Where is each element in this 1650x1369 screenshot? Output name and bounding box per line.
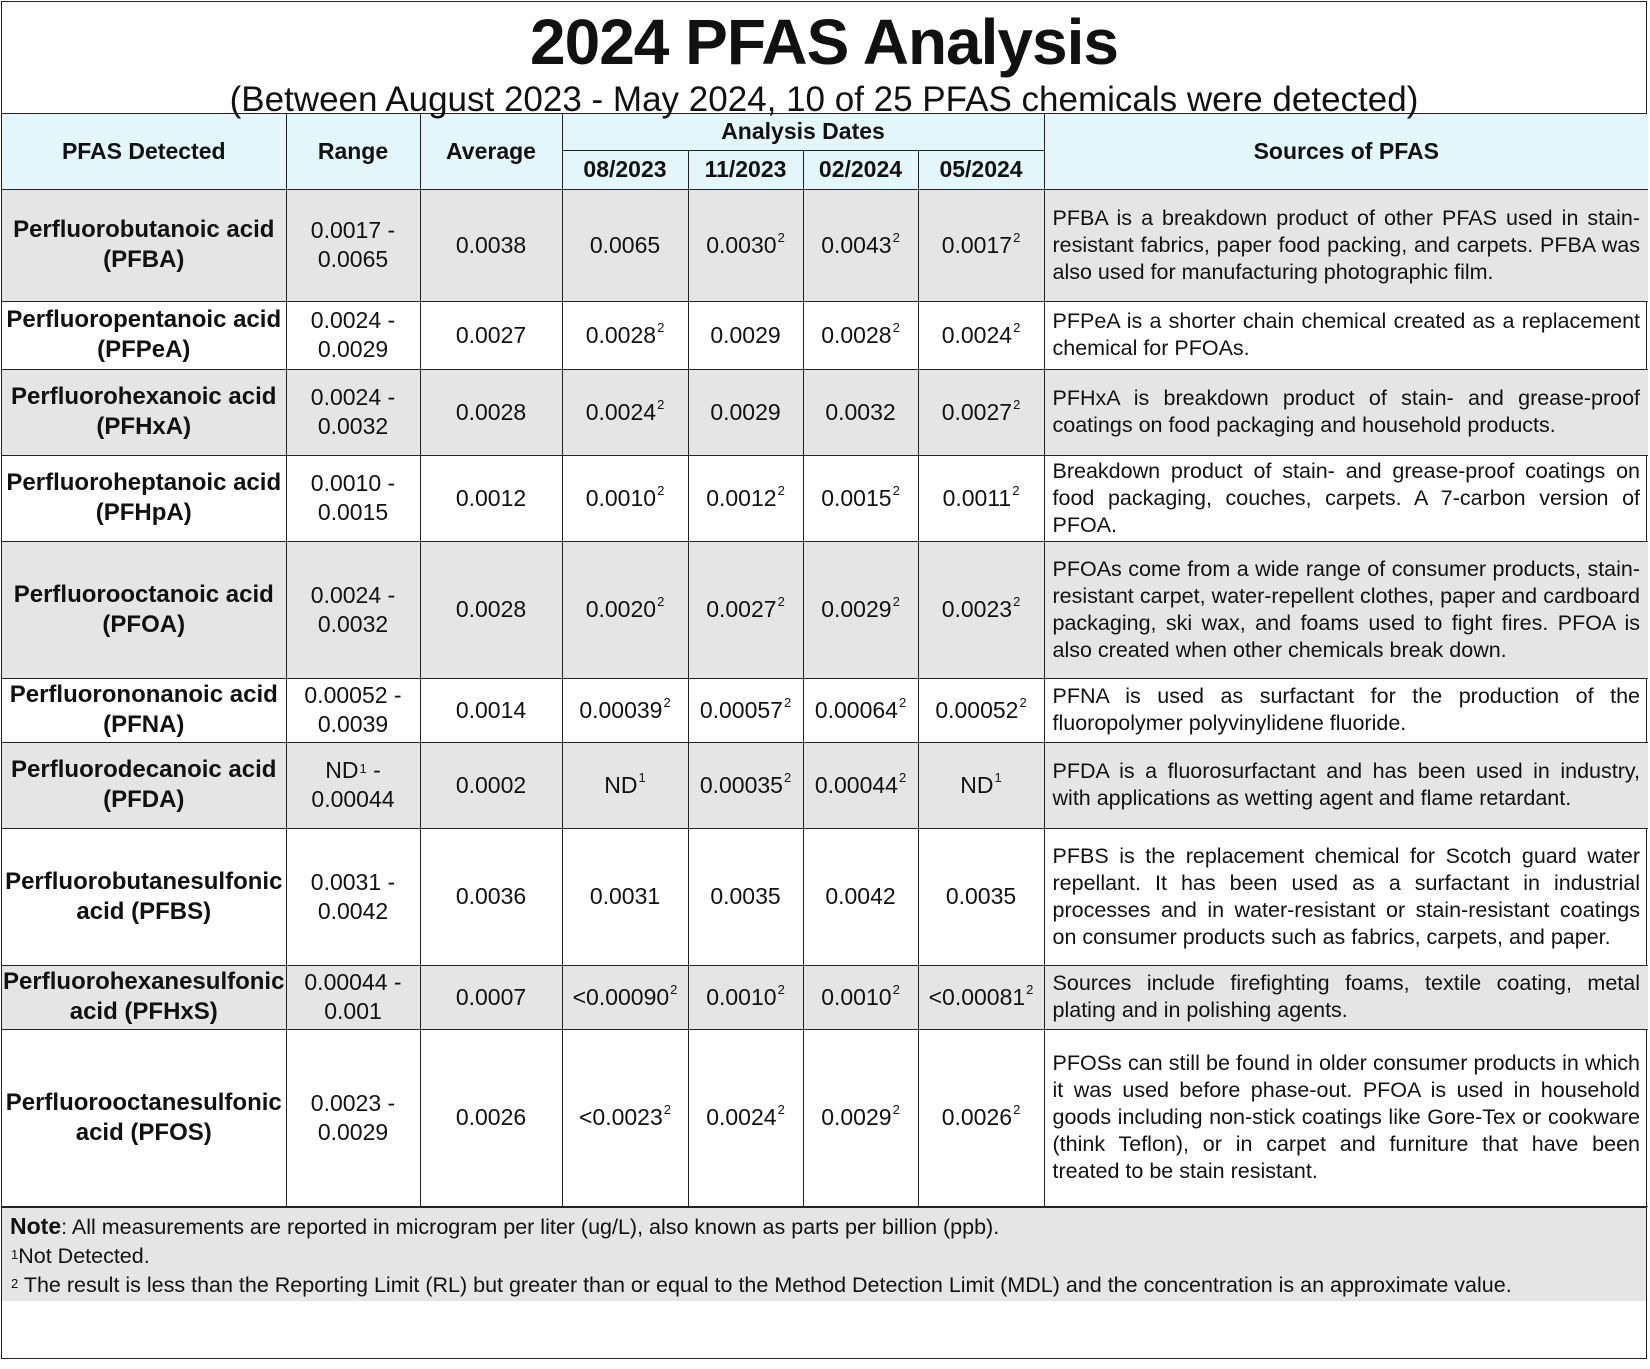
average-cell: 0.0026	[420, 1029, 562, 1206]
value-cell: 0.00039$^2$	[562, 678, 688, 742]
footnote-2	[10, 1271, 1638, 1300]
value-cell: $<0.00081^2$	[918, 965, 1044, 1029]
average-cell: 0.0027	[420, 301, 562, 369]
value-cell: 0.0024$^2$	[688, 1029, 803, 1206]
value-cell: 0.0027$^2$	[918, 369, 1044, 455]
average-cell: 0.0012	[420, 455, 562, 541]
value-cell: 0.0031	[562, 828, 688, 965]
title-block	[2, 2, 1646, 119]
header-date: 02/2024	[803, 150, 918, 189]
average-cell: 0.0028	[420, 369, 562, 455]
source-cell: PFPeA is a shorter chain chemical created as a replacement chemical for PFOAs.	[1044, 301, 1648, 369]
value-cell: 0.0028$^2$	[562, 301, 688, 369]
value-cell: 0.0035	[688, 828, 803, 965]
value-cell: 0.0030$^2$	[688, 189, 803, 301]
header-date: 11/2023	[688, 150, 803, 189]
pfas-name: Perfluoroheptanoic acid (PFHpA)	[2, 455, 286, 541]
average-cell: 0.0036	[420, 828, 562, 965]
footnote-2-text: The result is less than the Reporting Limit (RL) but greater than or equal to the Method Detection Limit (MDL) and the concentration is an approximate value.	[18, 1272, 1512, 1297]
value-cell: 0.00035$^2$	[688, 742, 803, 828]
table-row	[2, 369, 1648, 455]
page-title: 2024 PFAS Analysis	[530, 6, 1118, 78]
value-cell: 0.0035	[918, 828, 1044, 965]
value-cell: 0.0028$^2$	[803, 301, 918, 369]
footnote-1	[10, 1242, 1638, 1271]
pfas-name: Perfluorobutanesulfonic acid (PFBS)	[2, 828, 286, 965]
header-average: Average	[420, 114, 562, 189]
value-cell: 0.0065	[562, 189, 688, 301]
range-cell: 0.00052 - 0.0039	[286, 678, 420, 742]
value-cell: 0.00052$^2$	[918, 678, 1044, 742]
pfas-name: Perfluorooctanesulfonic acid (PFOS)	[2, 1029, 286, 1206]
value-cell: 0.0020$^2$	[562, 541, 688, 678]
value-cell: 0.0010$^2$	[803, 965, 918, 1029]
header-sources: Sources of PFAS	[1044, 114, 1648, 189]
pfas-table	[2, 114, 1648, 1207]
average-cell: 0.0002	[420, 742, 562, 828]
source-cell: PFDA is a fluorosurfactant and has been used in industry, with applications as wetting agent and flame retardant.	[1044, 742, 1648, 828]
value-cell: 0.0042	[803, 828, 918, 965]
note-line	[10, 1212, 1638, 1242]
page-subtitle: (Between August 2023 - May 2024, 10 of 25 PFAS chemicals were detected)	[229, 80, 1419, 119]
table-row	[2, 301, 1648, 369]
value-cell: 0.00057$^2$	[688, 678, 803, 742]
average-cell: 0.0028	[420, 541, 562, 678]
range-cell: $ND^1$ - 0.00044	[286, 742, 420, 828]
source-cell: PFOAs come from a wide range of consumer products, stain-resistant carpet, water-repellent clothes, paper and cardboard packaging, ski wax, and foams used to fight fires. PFOA is also created when other chemicals break down.	[1044, 541, 1648, 678]
source-cell: PFBA is a breakdown product of other PFAS used in stain-resistant fabrics, paper food packing, and carpets. PFBA was also used for manufacturing photographic film.	[1044, 189, 1648, 301]
value-cell: 0.0029$^2$	[803, 1029, 918, 1206]
source-cell: Sources include firefighting foams, textile coating, metal plating and in polishing agents.	[1044, 965, 1648, 1029]
pfas-name: Perfluorooctanoic acid (PFOA)	[2, 541, 286, 678]
value-cell: 0.0043$^2$	[803, 189, 918, 301]
pfas-report	[1, 1, 1647, 1359]
value-cell: 0.00044$^2$	[803, 742, 918, 828]
value-cell: 0.0015$^2$	[803, 455, 918, 541]
value-cell: 0.0026$^2$	[918, 1029, 1044, 1206]
value-cell: 0.0024$^2$	[918, 301, 1044, 369]
table-row	[2, 828, 1648, 965]
footnote-1-text: Not Detected.	[18, 1243, 150, 1268]
average-cell: 0.0007	[420, 965, 562, 1029]
range-cell: 0.0024 - 0.0029	[286, 301, 420, 369]
value-cell: 0.0017$^2$	[918, 189, 1044, 301]
footnotes	[2, 1207, 1646, 1301]
value-cell: 0.0024$^2$	[562, 369, 688, 455]
value-cell: 0.0012$^2$	[688, 455, 803, 541]
note-label: Note	[10, 1212, 62, 1239]
footnote-2-mark: 2	[11, 1275, 19, 1291]
table-row	[2, 1029, 1648, 1206]
range-cell: 0.00044 - 0.001	[286, 965, 420, 1029]
average-cell: 0.0014	[420, 678, 562, 742]
value-cell: 0.0027$^2$	[688, 541, 803, 678]
value-cell: $<0.00090^2$	[562, 965, 688, 1029]
value-cell: 0.0023$^2$	[918, 541, 1044, 678]
source-cell: Breakdown product of stain- and grease-proof coatings on food packaging, couches, carpets. A 7-carbon version of PFOA.	[1044, 455, 1648, 541]
table-body	[2, 189, 1648, 1206]
pfas-name: Perfluorobutanoic acid (PFBA)	[2, 189, 286, 301]
value-cell: 0.0010$^2$	[688, 965, 803, 1029]
value-cell: 0.00064$^2$	[803, 678, 918, 742]
header-pfas-detected: PFAS Detected	[2, 114, 286, 189]
table-row	[2, 455, 1648, 541]
value-cell: 0.0029	[688, 369, 803, 455]
source-cell: PFHxA is breakdown product of stain- and grease-proof coatings on food packaging and household products.	[1044, 369, 1648, 455]
source-cell: PFBS is the replacement chemical for Scotch guard water repellant. It has been used as a surfactant in industrial processes and in water-resistant or stain-resistant coatings on consumer products such as fabrics, carpets, and paper.	[1044, 828, 1648, 965]
value-cell: 0.0029$^2$	[803, 541, 918, 678]
source-cell: PFOSs can still be found in older consumer products in which it was used before phase-out. PFOA is used in household goods including non-stick coatings like Gore-Tex or cookware (think Teflon), or in carpet and furniture that have been treated to be stain resistant.	[1044, 1029, 1648, 1206]
footnote-1-mark: 1	[11, 1246, 19, 1262]
value-cell: $<0.0023^2$	[562, 1029, 688, 1206]
value-cell: 0.0010$^2$	[562, 455, 688, 541]
table-row	[2, 742, 1648, 828]
value-cell: 0.0029	[688, 301, 803, 369]
value-cell: $ND^1$	[918, 742, 1044, 828]
pfas-name: Perfluorononanoic acid (PFNA)	[2, 678, 286, 742]
range-cell: 0.0031 - 0.0042	[286, 828, 420, 965]
pfas-name: Perfluorohexanoic acid (PFHxA)	[2, 369, 286, 455]
table-row	[2, 678, 1648, 742]
header-range: Range	[286, 114, 420, 189]
range-cell: 0.0017 - 0.0065	[286, 189, 420, 301]
pfas-name: Perfluorodecanoic acid (PFDA)	[2, 742, 286, 828]
header-analysis-dates: Analysis Dates	[562, 114, 1044, 150]
value-cell: 0.0011$^2$	[918, 455, 1044, 541]
value-cell: 0.0032	[803, 369, 918, 455]
value-cell: $ND^1$	[562, 742, 688, 828]
header-date: 08/2023	[562, 150, 688, 189]
range-cell: 0.0010 - 0.0015	[286, 455, 420, 541]
range-cell: 0.0023 - 0.0029	[286, 1029, 420, 1206]
table-row	[2, 965, 1648, 1029]
header-date: 05/2024	[918, 150, 1044, 189]
average-cell: 0.0038	[420, 189, 562, 301]
pfas-name: Perfluoropentanoic acid (PFPeA)	[2, 301, 286, 369]
range-cell: 0.0024 - 0.0032	[286, 369, 420, 455]
source-cell: PFNA is used as surfactant for the production of the fluoropolymer polyvinylidene fluoride.	[1044, 678, 1648, 742]
pfas-name: Perfluorohexanesulfonic acid (PFHxS)	[2, 965, 286, 1029]
table-row	[2, 189, 1648, 301]
table-row	[2, 541, 1648, 678]
range-cell: 0.0024 - 0.0032	[286, 541, 420, 678]
note-text: : All measurements are reported in microgram per liter (ug/L), also known as parts per billion (ppb).	[61, 1214, 1000, 1239]
